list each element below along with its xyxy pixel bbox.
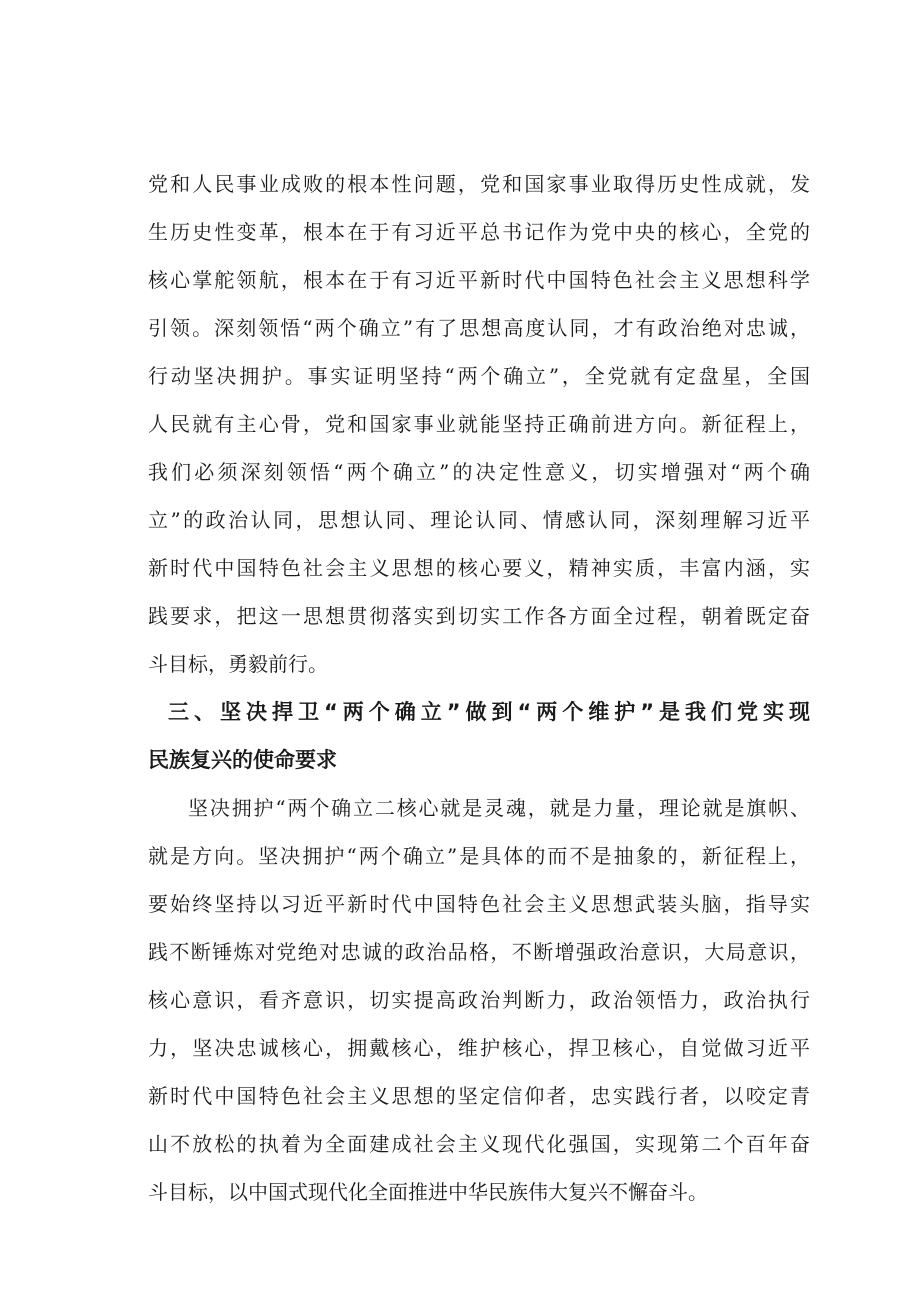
heading-line: 民族复兴的使命要求 [148, 748, 337, 772]
document-body [148, 160, 810, 1216]
paragraph-line: 新时代中国特色社会主义思想的坚定信仰者，忠实践行者，以咬定青 [148, 1084, 810, 1108]
paragraph-line: 党和人民事业成败的根本性问题，党和国家事业取得历史性成就，发 [148, 172, 810, 196]
paragraph-line: 山不放松的执着为全面建成社会主义现代化强国，实现第二个百年奋 [148, 1132, 810, 1156]
paragraph-line: 斗目标，以中国式现代化全面推进中华民族伟大复兴不懈奋斗。 [148, 1180, 708, 1204]
section-heading-3 [148, 688, 810, 784]
paragraph-line: 就是方向。坚决拥护“两个确立”是具体的而不是抽象的，新征程上， [148, 844, 810, 868]
body-paragraph-2 [148, 784, 810, 1216]
paragraph-line: 新时代中国特色社会主义思想的核心要义，精神实质，丰富内涵，实 [148, 556, 810, 580]
paragraph-line: 核心掌舵领航，根本在于有习近平新时代中国特色社会主义思想科学 [148, 268, 810, 292]
paragraph-line: 要始终坚持以习近平新时代中国特色社会主义思想武装头脑，指导实 [148, 892, 810, 916]
paragraph-line: 践要求，把这一思想贯彻落实到切实工作各方面全过程，朝着既定奋 [148, 604, 810, 628]
paragraph-line: 生历史性变革，根本在于有习近平总书记作为党中央的核心，全党的 [148, 220, 810, 244]
paragraph-line: 力，坚决忠诚核心，拥戴核心，维护核心，捍卫核心，自觉做习近平 [148, 1036, 810, 1060]
paragraph-line: 人民就有主心骨，党和国家事业就能坚持正确前进方向。新征程上， [148, 412, 810, 436]
paragraph-line: 立”的政治认同，思想认同、理论认同、情感认同，深刻理解习近平 [148, 508, 810, 532]
paragraph-line: 引领。深刻领悟“两个确立”有了思想高度认同，才有政治绝对忠诚， [148, 316, 810, 340]
paragraph-line: 斗目标，勇毅前行。 [148, 652, 328, 676]
body-paragraph-1 [148, 160, 810, 688]
paragraph-line: 我们必须深刻领悟“两个确立”的决定性意义，切实增强对“两个确 [148, 460, 810, 484]
paragraph-line: 践不断锤炼对党绝对忠诚的政治品格，不断增强政治意识，大局意识， [148, 940, 810, 964]
paragraph-line: 行动坚决拥护。事实证明坚持“两个确立”，全党就有定盘星，全国 [148, 364, 810, 388]
paragraph-line: 核心意识，看齐意识，切实提高政治判断力，政治领悟力，政治执行 [148, 988, 810, 1012]
paragraph-line: 坚决拥护“两个确立二核心就是灵魂，就是力量，理论就是旗帜、 [188, 796, 810, 820]
heading-line: 三、坚决捍卫“两个确立”做到“两个维护”是我们党实现 [168, 700, 810, 724]
